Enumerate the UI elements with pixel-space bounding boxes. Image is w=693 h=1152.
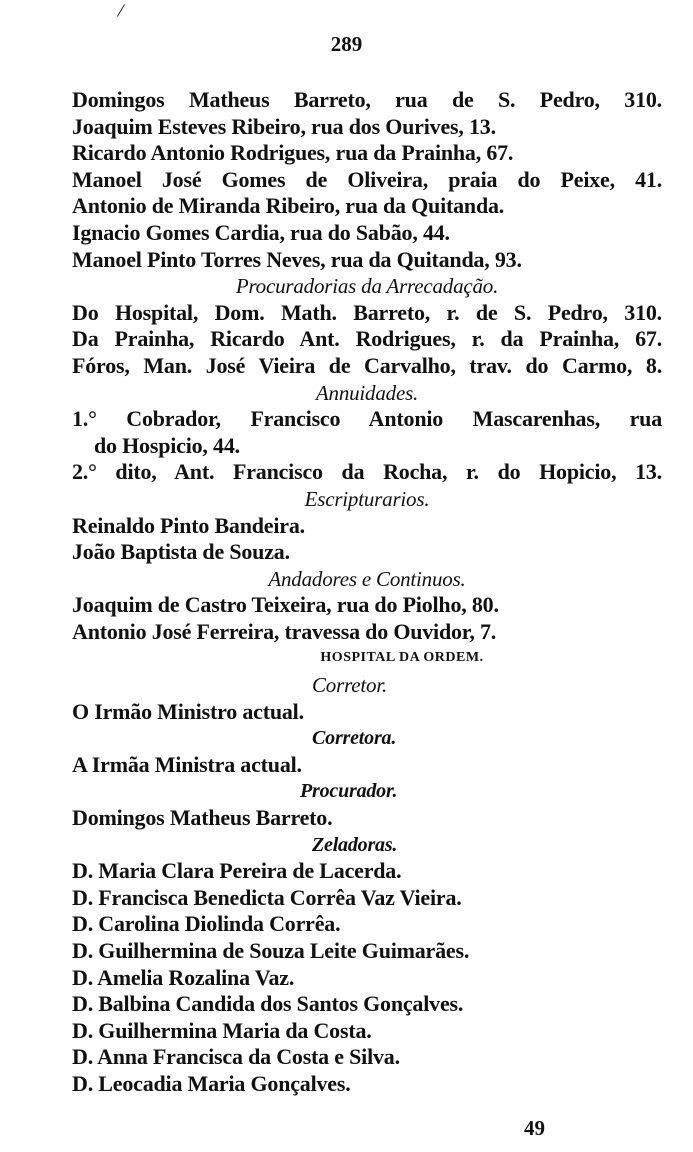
subheading: Procurador. <box>300 780 398 803</box>
entry: 1.° Cobrador, Francisco Antonio Mascarenhas, rua <box>72 406 662 432</box>
entry: Joaquim Esteves Ribeiro, rua dos Ourives, 13. <box>72 113 496 139</box>
list-item: D. Guilhermina Maria da Costa. <box>72 1017 372 1043</box>
entry: A Irmãa Ministra actual. <box>72 751 302 777</box>
section-heading: HOSPITAL DA ORDEM. <box>320 650 484 666</box>
pen-mark: / <box>115 0 126 23</box>
entry: Joaquim de Castro Teixeira, rua do Piolho, 80. <box>72 592 499 618</box>
list-item: D. Francisca Benedicta Corrêa Vaz Vieira. <box>72 884 462 910</box>
list-item: D. Amelia Rozalina Vaz. <box>72 964 295 990</box>
entry: Da Prainha, Ricardo Ant. Rodrigues, r. da Prainha, 67. <box>72 326 662 352</box>
entry: Domingos Matheus Barreto, rua de S. Pedro, 310. <box>72 87 662 112</box>
entry: Manoel Pinto Torres Neves, rua da Quitanda, 93. <box>72 246 522 272</box>
entry: Domingos Matheus Barreto. <box>72 805 333 831</box>
entry: Antonio José Ferreira, travessa do Ouvidor, 7. <box>72 618 497 644</box>
entry: Reinaldo Pinto Bandeira. <box>72 512 305 538</box>
signature-mark: 49 <box>524 1116 545 1140</box>
subheading: Zeladoras. <box>312 833 398 856</box>
entry: 2.° dito, Ant. Francisco da Rocha, r. do Hopicio, 13. <box>72 459 662 485</box>
subheading: Corretor. <box>312 673 388 698</box>
section-heading: Escripturarios. <box>304 486 430 511</box>
section-heading: Annuidades. <box>315 380 419 405</box>
list-item: D. Balbina Candida dos Santos Gonçalves. <box>72 991 464 1017</box>
entry: Do Hospital, Dom. Math. Barreto, r. de S. Pedro, 310. <box>72 299 662 325</box>
list-item: D. Leocadia Maria Gonçalves. <box>72 1070 351 1096</box>
entry-continuation: do Hospicio, 44. <box>94 432 240 458</box>
list-item: D. Guilhermina de Souza Leite Guimarães. <box>72 938 470 963</box>
list-item: D. Anna Francisca da Costa e Silva. <box>72 1044 400 1070</box>
entry: João Baptista de Souza. <box>72 539 290 565</box>
entry: Ricardo Antonio Rodrigues, rua da Prainha, 67. <box>72 140 514 166</box>
entry: Fóros, Man. José Vieira de Carvalho, trav. do Carmo, 8. <box>72 352 662 378</box>
entry: O Irmão Ministro actual. <box>72 698 304 724</box>
section-heading: Procuradorias da Arrecadação. <box>235 274 499 299</box>
list-item: D. Carolina Diolinda Corrêa. <box>72 911 341 937</box>
list-item: D. Maria Clara Pereira de Lacerda. <box>72 858 402 884</box>
section-heading: Andadores e Continuos. <box>268 566 466 591</box>
subheading: Corretora. <box>312 727 397 750</box>
entry: Ignacio Gomes Cardia, rua do Sabão, 44. <box>72 219 450 245</box>
entry: Manoel José Gomes de Oliveira, praia do Peixe, 41. <box>72 166 662 192</box>
page-body <box>72 87 662 1098</box>
page-number: 289 <box>330 32 363 56</box>
entry: Antonio de Miranda Ribeiro, rua da Quitanda. <box>72 193 505 219</box>
